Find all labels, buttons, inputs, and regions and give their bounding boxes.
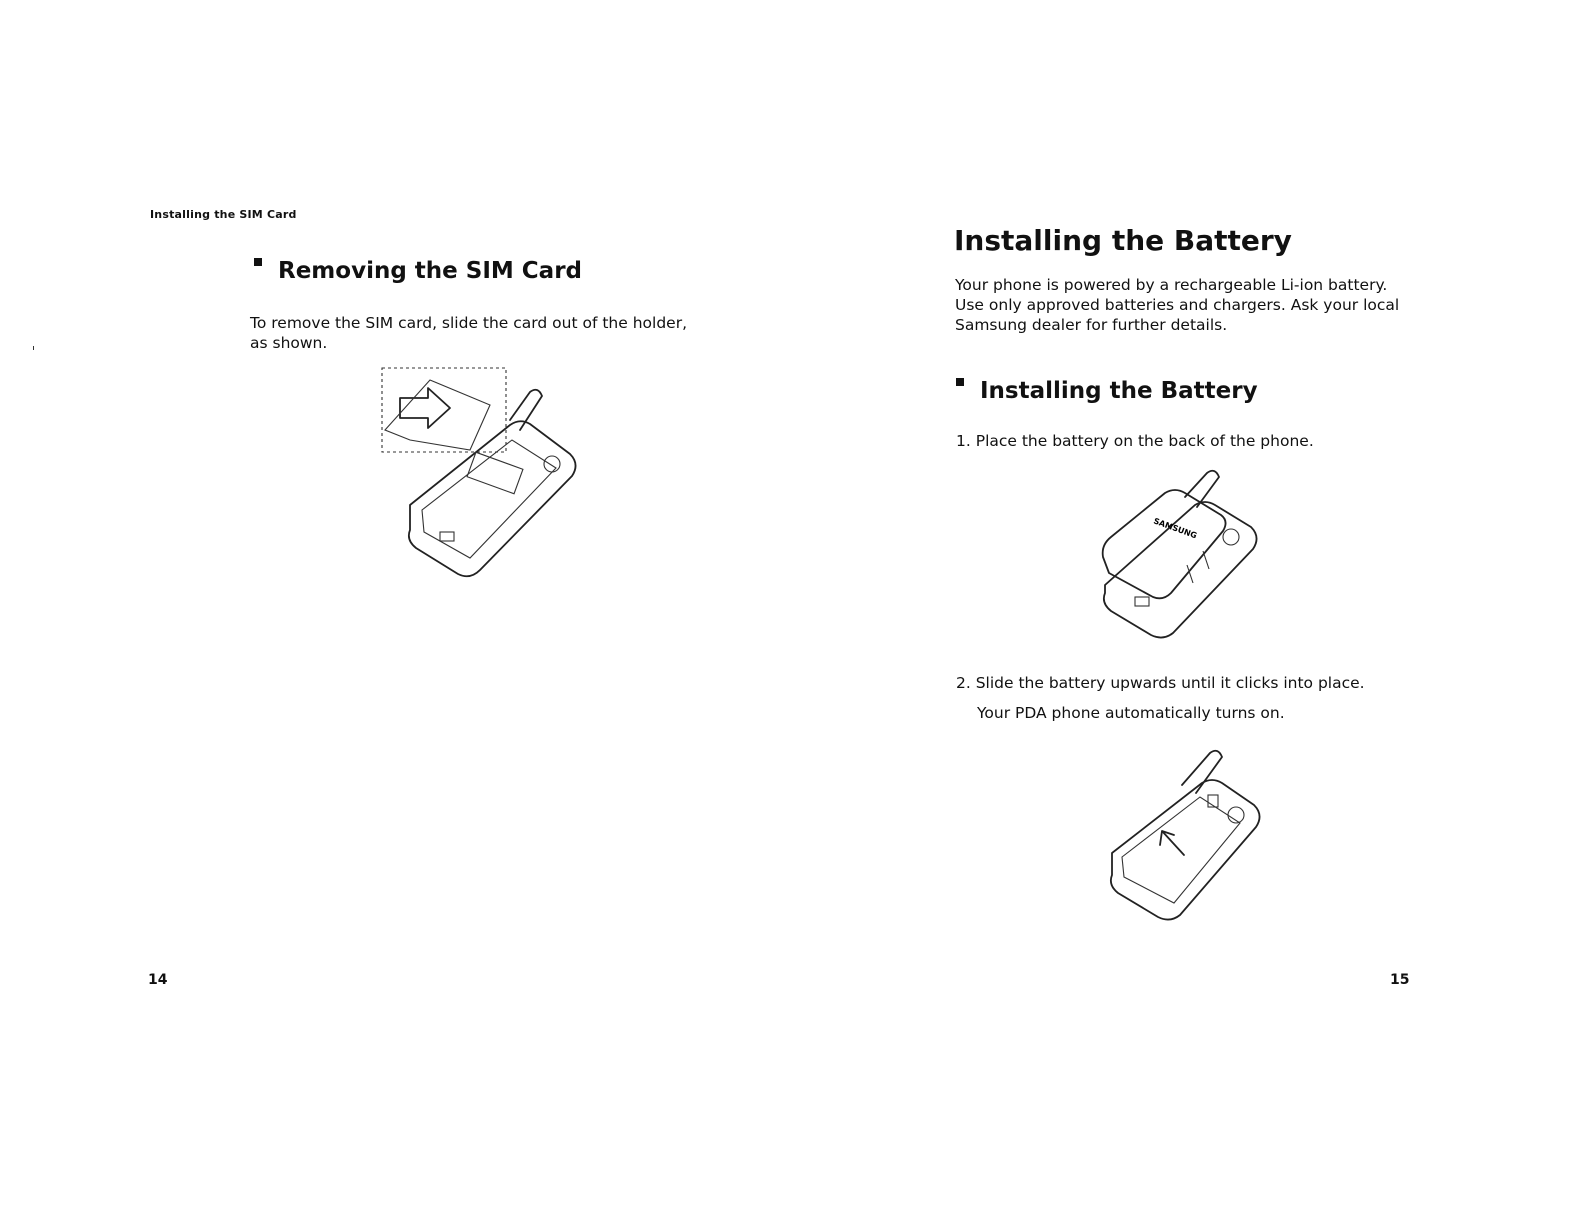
sim-slot (467, 452, 523, 494)
section-heading-text: Installing the Battery (980, 378, 1258, 404)
section-heading-removing-sim (254, 258, 582, 284)
intro-paragraph (955, 275, 1399, 335)
battery-pack (1122, 797, 1240, 903)
step-2-note: Your PDA phone automatically turns on. (977, 704, 1285, 722)
connector (440, 532, 454, 541)
step-1: 1. Place the battery on the back of the phone. (956, 432, 1314, 450)
paragraph-line: Samsung dealer for further details. (955, 316, 1228, 334)
battery-place-illustration (1095, 465, 1265, 645)
paragraph-line: as shown. (250, 334, 328, 352)
paragraph-line: Use only approved batteries and chargers. Ask your local (955, 296, 1400, 314)
battery-slide-illustration (1100, 745, 1270, 925)
paragraph-line: Your phone is powered by a rechargeable Li-ion battery. (955, 276, 1388, 294)
running-head: Installing the SIM Card (150, 208, 297, 221)
arrow-icon (400, 388, 450, 428)
section-heading-text: Removing the SIM Card (278, 258, 582, 284)
sim-removal-illustration (370, 360, 600, 590)
battery-pack (1103, 490, 1226, 598)
antenna (1182, 751, 1222, 793)
camera-lens-icon (544, 456, 560, 472)
guide-lines (1187, 551, 1209, 583)
antenna (510, 390, 542, 430)
battery-brand-label: SAMSUNG (1152, 516, 1199, 541)
step-2: 2. Slide the battery upwards until it clicks into place. (956, 674, 1365, 692)
phone-body (1111, 780, 1260, 920)
connector (1135, 597, 1149, 606)
paragraph-line: To remove the SIM card, slide the card out of the holder, (250, 314, 687, 332)
battery-compartment (422, 440, 556, 558)
paragraph-remove-sim (250, 313, 687, 353)
page-title: Installing the Battery (954, 224, 1292, 257)
phone-body (1104, 502, 1257, 638)
page-number-left: 14 (148, 972, 168, 988)
arrow-up-icon (1160, 831, 1184, 855)
page-number-right: 15 (1390, 972, 1410, 988)
bullet-icon (956, 378, 964, 386)
scan-mark (33, 346, 34, 350)
camera-lens-icon (1223, 529, 1239, 545)
bullet-icon (254, 258, 262, 266)
section-heading-installing-battery (956, 378, 1258, 404)
